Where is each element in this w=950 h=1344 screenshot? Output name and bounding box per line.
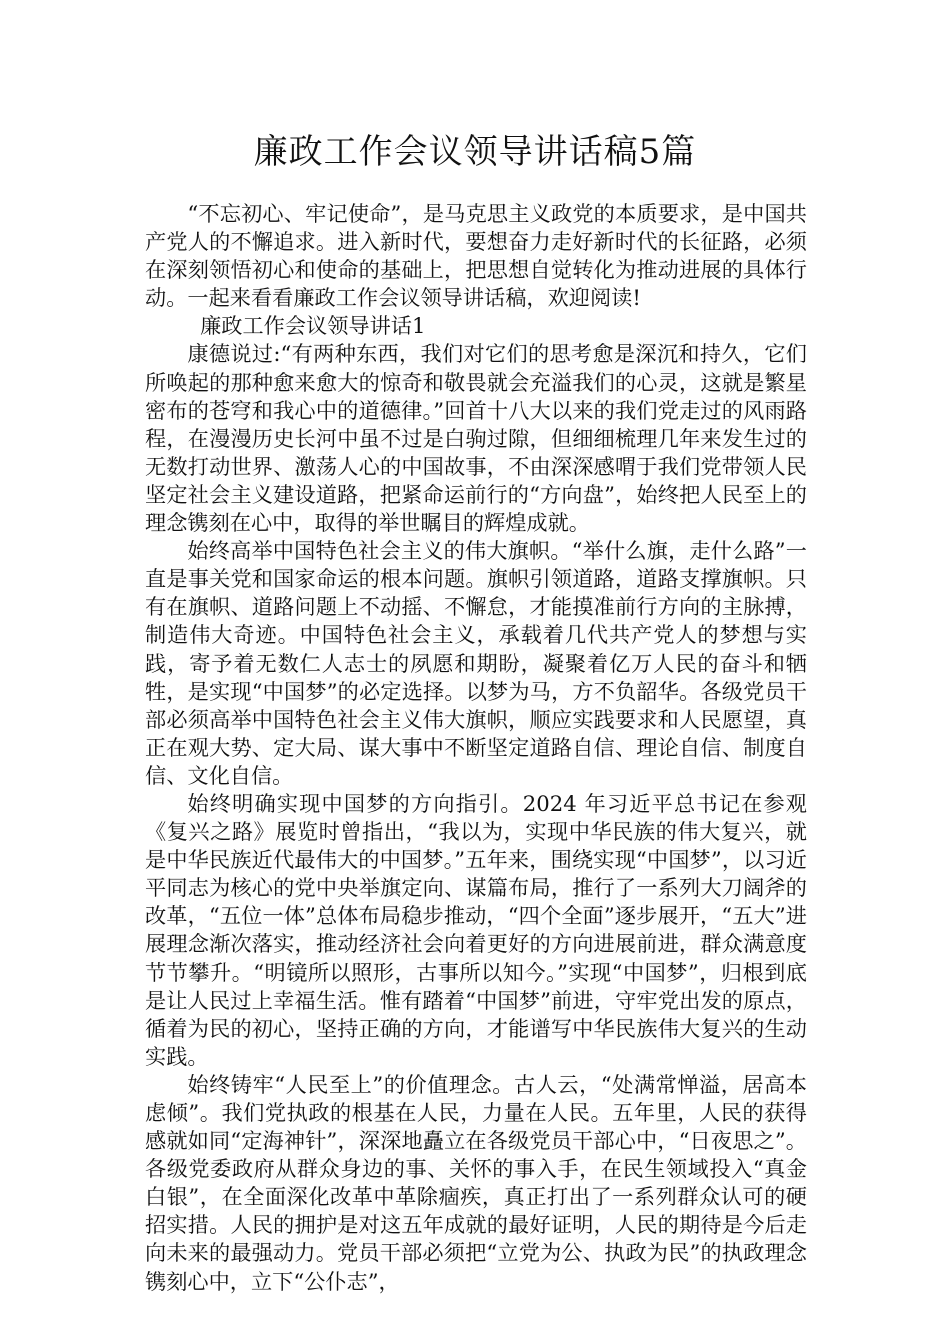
document-body <box>145 200 807 1296</box>
body-paragraph: 始终铸牢“人民至上”的价值理念。古人云，“处满常惮溢，居高本虑倾”。我们党执政的根基在人民，力量在人民。五年里，人民的获得感就如同“定海神针”，深深地矗立在各级党员干部心中，“日夜思之”。各级党委政府从群众身边的事、关怀的事入手，在民生领域投入“真金白银”，在全面深化改革中革除痼疾，真正打出了一系列群众认可的硬招实措。人民的拥护是对这五年成就的最好证明，人民的期待是今后走向未来的最强动力。党员干部必须把“立党为公、执政为民”的执政理念镌刻心中，立下“公仆志”， <box>145 1071 807 1294</box>
section-heading: 廉政工作会议领导讲话1 <box>200 313 426 339</box>
body-paragraph: 康德说过:“有两种东西，我们对它们的思考愈是深沉和持久，它们所唤起的那种愈来愈大的惊奇和敬畏就会充溢我们的心灵，这就是繁星密布的苍穹和我心中的道德律。”回首十八大以来的我们党走过的风雨路程，在漫漫历史长河中虽不过是白驹过隙，但细细梳理几年来发生过的无数打动世界、激荡人心的中国故事，不由深深感喟于我们党带领人民坚定社会主义建设道路，把紧命运前行的“方向盘”，始终把人民至上的理念镌刻在心中，取得的举世瞩目的辉煌成就。 <box>145 341 807 536</box>
body-paragraph: 始终明确实现中国梦的方向指引。2024 年习近平总书记在参观《复兴之路》展览时曾指出，“我以为，实现中华民族的伟大复兴，就是中华民族近代最伟大的中国梦。”五年来，围绕实现“中国梦”，以习近平同志为核心的党中央举旗定向、谋篇布局，推行了一系列大刀阔斧的改革，“五位一体”总体布局稳步推动，“四个全面”逐步展开，“五大”进展理念渐次落实，推动经济社会向着更好的方向进展前进，群众满意度节节攀升。“明镜所以照形，古事所以知今。”实现“中国梦”，归根到底是让人民过上幸福生活。惟有踏着“中国梦”前进，守牢党出发的原点，循着为民的初心，坚持正确的方向，才能谱写中华民族伟大复兴的生动实践。 <box>145 790 807 1069</box>
body-paragraph: 始终高举中国特色社会主义的伟大旗帜。“举什么旗，走什么路”一直是事关党和国家命运的根本问题。旗帜引领道路，道路支撑旗帜。只有在旗帜、道路问题上不动摇、不懈怠，才能摸准前行方向的主脉搏，制造伟大奇迹。中国特色社会主义，承载着几代共产党人的梦想与实践，寄予着无数仁人志士的夙愿和期盼，凝聚着亿万人民的奋斗和牺牲，是实现“中国梦”的必定选择。以梦为马，方不负韶华。各级党员干部必须高举中国特色社会主义伟大旗帜，顺应实践要求和人民愿望，真正在观大势、定大局、谋大事中不断坚定道路自信、理论自信、制度自信、文化自信。 <box>145 538 807 788</box>
intro-paragraph: “不忘初心、牢记使命”，是马克思主义政党的本质要求，是中国共产党人的不懈追求。进入新时代，要想奋力走好新时代的长征路，必须在深刻领悟初心和使命的基础上，把思想自觉转化为推动进展的具体行动。一起来看看廉政工作会议领导讲话稿，欢迎阅读! <box>145 201 807 311</box>
document-title: 廉政工作会议领导讲话稿5篇 <box>253 132 697 172</box>
